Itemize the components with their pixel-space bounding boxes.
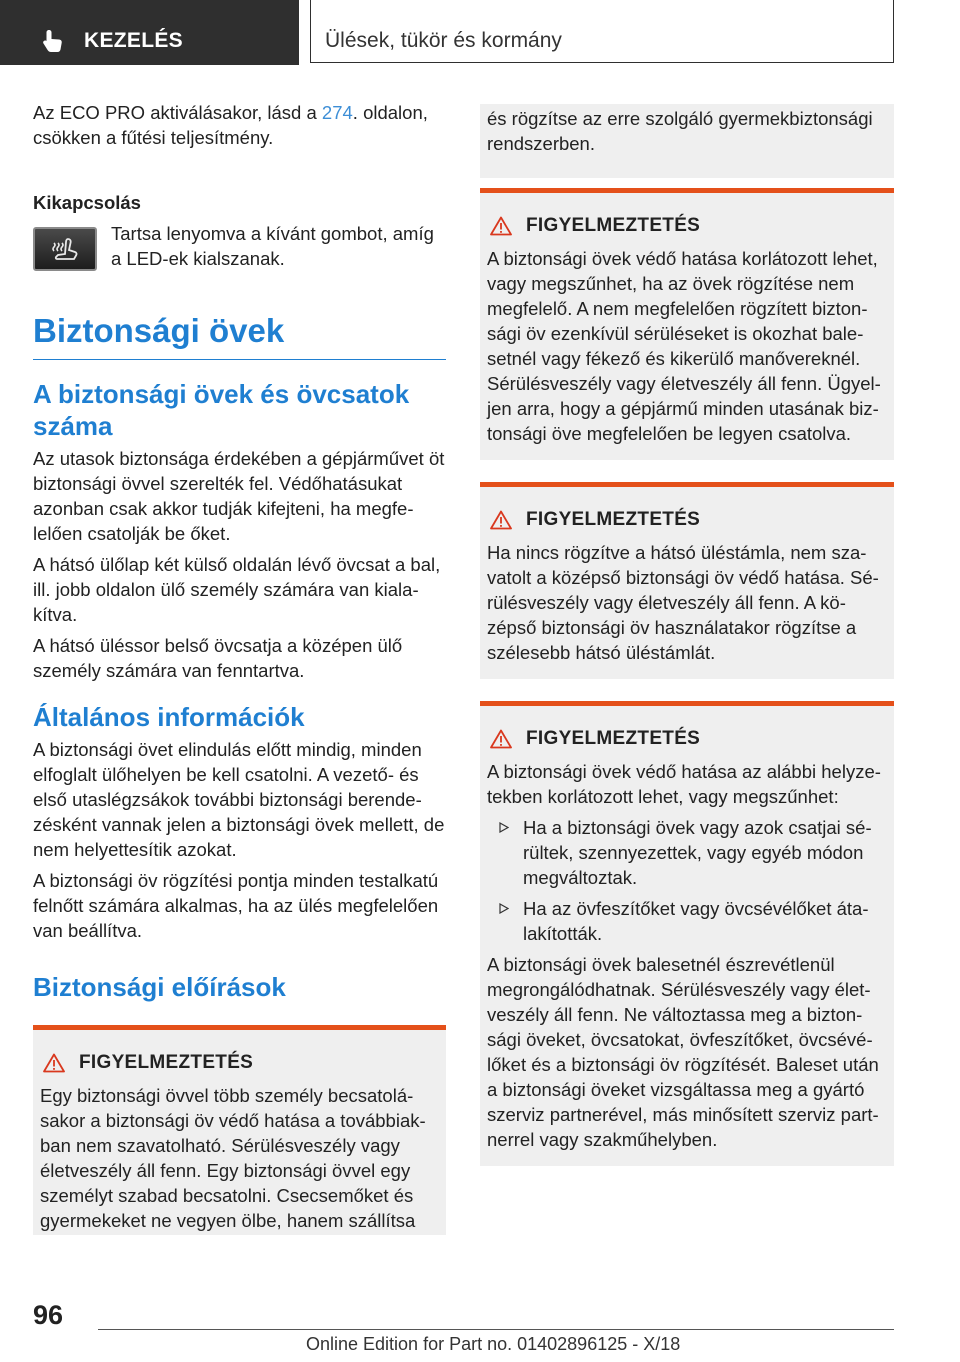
page-title: Biztonsági övek [33, 311, 446, 360]
count-paragraph-3: A hátsó üléssor belső övcsatja a középen ülő személy számára van fenntartva. [33, 635, 403, 681]
warning-header: FIGYELMEZTETÉS [40, 1050, 439, 1075]
warning-triangle-icon [490, 216, 512, 236]
seat-heating-button-image [33, 227, 97, 271]
count-paragraph-2: A hátsó ülőlap két külső oldalán lévő övcsat a bal, ill. jobb oldalon ülő személy számára van kialakítva. [33, 554, 441, 625]
triangle-bullet-icon [499, 822, 509, 833]
warning-box-1 [33, 1025, 446, 1235]
warning-box-1-continued [480, 104, 894, 178]
warning-triangle-icon [490, 510, 512, 530]
warning-box-3 [480, 482, 894, 679]
breadcrumb-box [310, 0, 894, 63]
warning-header: FIGYELMEZTETÉS [487, 507, 887, 532]
warning-text: Egy biztonsági övvel több személy becsatolásakor a biztonsági öv védő hatása a továbbiakban nem szavatolható. Sérülésveszély vagy életveszély áll fenn. Egy biztonsági övvel egy személyt szabad becsatolni. Csecsemőket és gyermekeket ne vegyen ölbe, hanem szállítsa [40, 1085, 426, 1231]
warning-header: FIGYELMEZTETÉS [487, 213, 887, 238]
footer-divider [98, 1329, 894, 1330]
warning-intro: A biztonsági övek védő hatása az alábbi helyzetekben korlátozott lehet, vagy megszűnhet: [487, 761, 881, 807]
breadcrumb: Ülések, tükör és kormány [325, 29, 562, 52]
left-column [33, 100, 446, 1235]
pointing-hand-icon [40, 28, 66, 54]
general-paragraph-1: A biztonsági övet elindulás előtt mindig, minden elfoglalt ülőhelyen be kell csatolni. A vezető- és első utaslégzsákok további biztonsági berendezésként vannak jelen a biztonsági övek mellett, de nem helyettesítik azokat. [33, 739, 445, 860]
warning-text-continued: és rögzítse az erre szolgáló gyermekbiztonsági rendszerben. [487, 108, 873, 154]
section-title: KEZELÉS [84, 29, 183, 52]
count-paragraph-1: Az utasok biztonsága érdekében a gépjárművet öt biztonsági övvel szerelték fel. Védőhatásukat azonban csak akkor tudják kifejteni, ha megfelelően csatolják be őket. [33, 448, 445, 544]
list-item: Ha a biztonsági övek vagy azok csatjai sérültek, szennyezettek, vagy egyéb módon megváltoztak. [487, 815, 887, 890]
right-column [480, 104, 894, 1188]
triangle-bullet-icon [499, 903, 509, 914]
page-link[interactable]: 274 [321, 102, 353, 123]
eco-pro-paragraph: Az ECO PRO aktiválásakor, lásd a 274. oldalon, csökken a fűtési teljesítmény. [33, 102, 428, 148]
warning-box-4 [480, 701, 894, 1166]
heading-general-info: Általános információk [33, 702, 305, 732]
warning-box-2 [480, 188, 894, 460]
general-paragraph-2: A biztonsági öv rögzítési pontja minden testalkatú felnőtt számára alkalmas, ha az ülés megfelelően van beállítva. [33, 870, 439, 941]
heading-belt-count: A biztonsági övek és övcsatok száma [33, 379, 410, 441]
seat-heating-icon [48, 236, 82, 262]
off-text: Tartsa lenyomva a kívánt gombot, amíg a LED-ek kialszanak. [111, 223, 434, 269]
list-item: Ha az övfeszítőket vagy övcsévélőket átalakították. [487, 896, 887, 946]
heading-safety-rules: Biztonsági előírások [33, 972, 286, 1002]
off-heading: Kikapcsolás [33, 192, 141, 213]
warning-list [487, 815, 887, 946]
off-instruction [33, 221, 446, 277]
edition-footer: Online Edition for Part no. 01402896125 - X/18 [306, 1334, 681, 1354]
section-header [0, 0, 299, 65]
warning-outro: A biztonsági övek balesetnél észrevétlenül megrongálódhatnak. Sérülésveszély vagy életveszély áll fenn. Ne változtassa meg a biztonsági öveket, övcsatokat, övfeszítőket, övcsévélőket és a biztonsági öv rögzítését. Baleset után a biztonsági öveket vizsgáltassa meg a gyártó szerviz partnerével, más minősített szerviz partnerrel vagy szakműhelyben. [487, 954, 879, 1150]
warning-triangle-icon [490, 729, 512, 749]
page-number: 96 [33, 1300, 64, 1330]
warning-text: A biztonsági övek védő hatása korlátozott lehet, vagy megszűnhet, ha az övek rögzítése nem megfelelő. A nem megfelelően rögzített biztonsági öv ezenkívül sérüléseket is okozhat balesetnél vagy fékező és kikerülő manővereknél. Sérülésveszély vagy életveszély áll fenn. Ügyeljen arra, hogy a gépjármű minden utasának biztonsági öve megfelelően be legyen csatolva. [487, 248, 881, 444]
warning-triangle-icon [43, 1053, 65, 1073]
warning-text: Ha nincs rögzítve a hátsó üléstámla, nem szavatolt a középső biztonsági öv védő hatása. Sérülésveszély vagy életveszély áll fenn. A középső biztonsági öv használatakor rögzítse a szélesebb hátsó üléstámlát. [487, 542, 879, 663]
warning-header: FIGYELMEZTETÉS [487, 726, 887, 751]
